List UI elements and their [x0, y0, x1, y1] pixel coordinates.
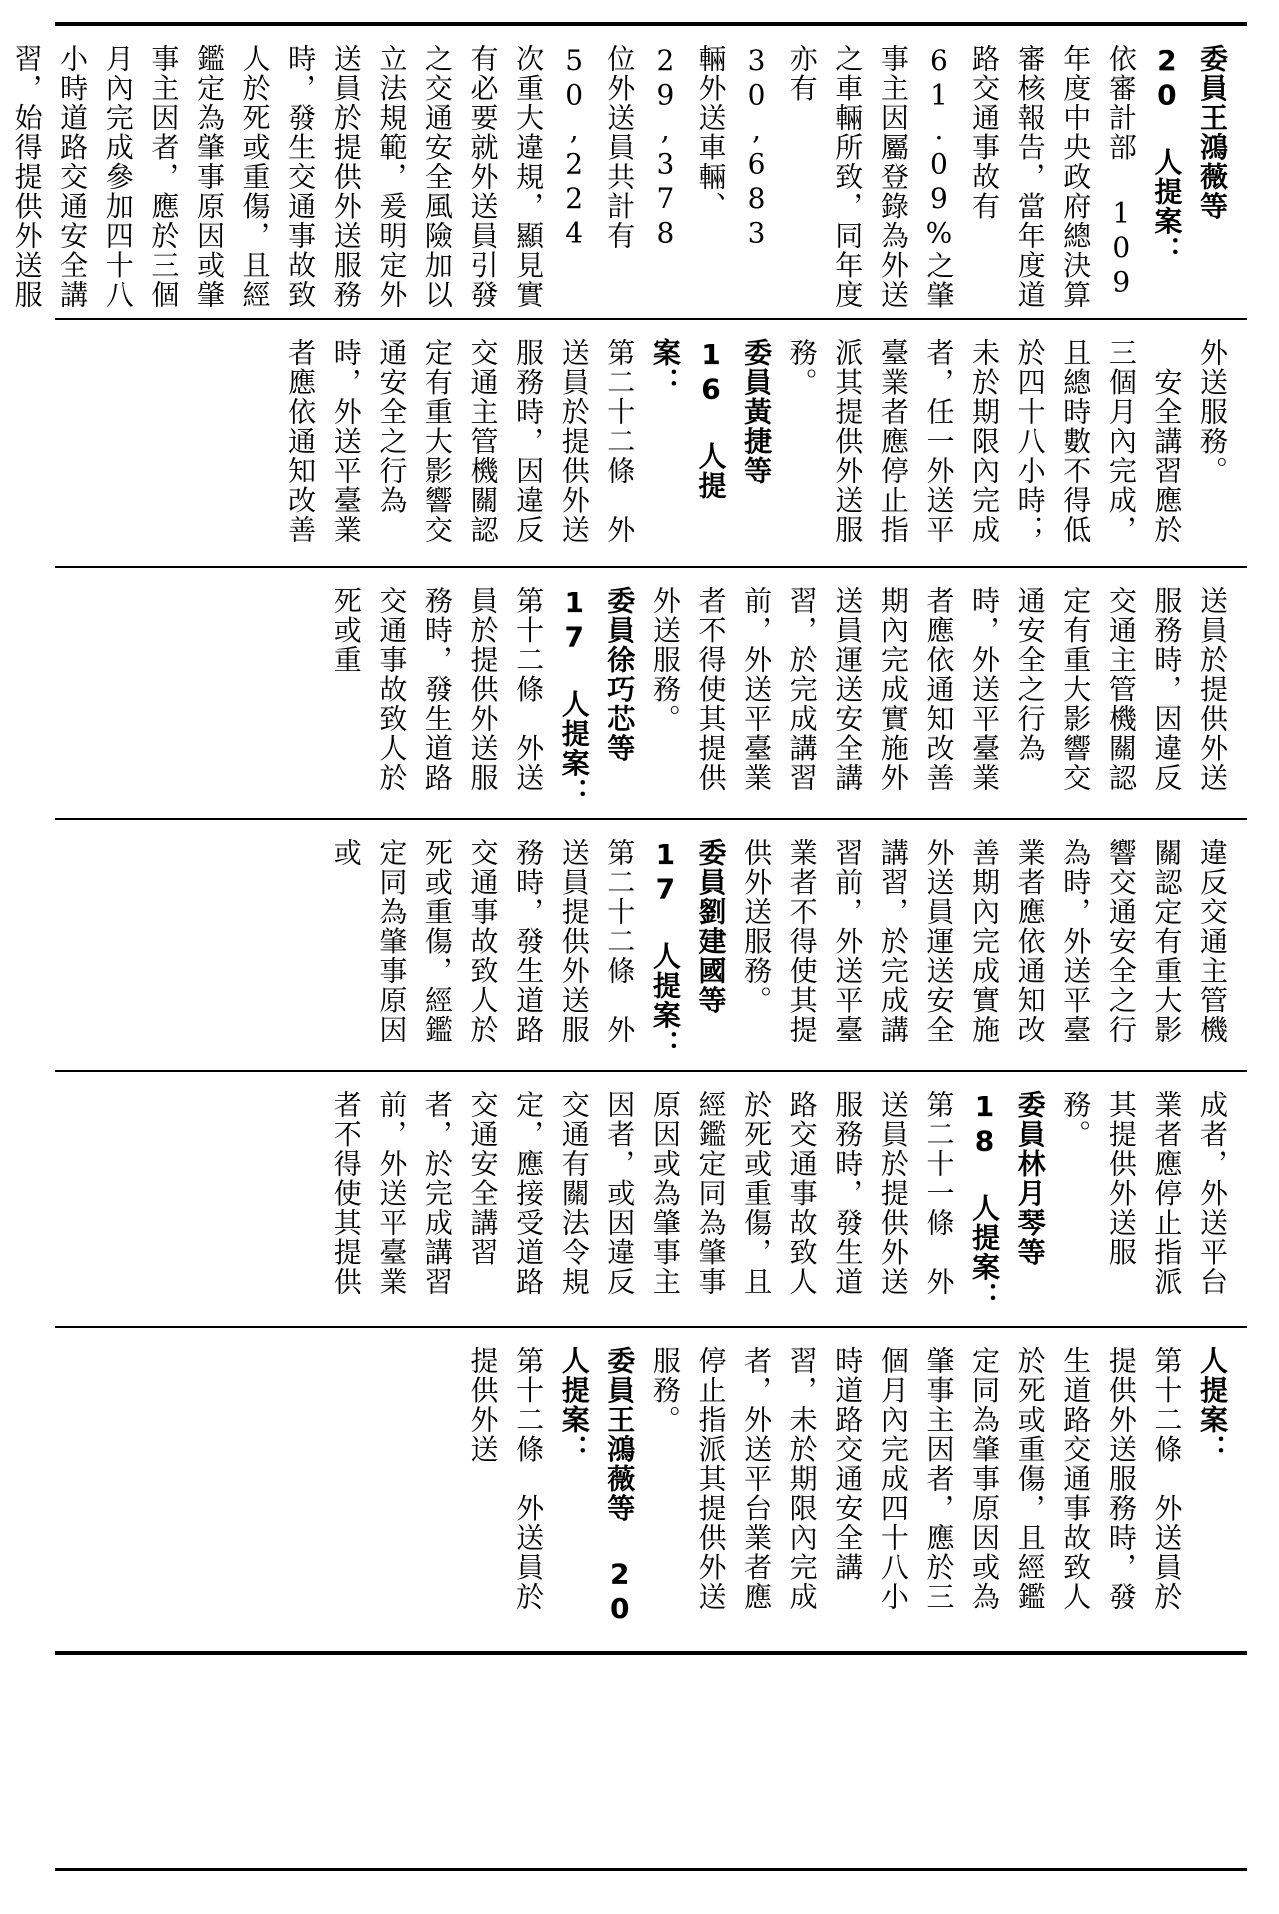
proposer-heading: 人提案：: [1196, 1346, 1229, 1464]
provision-text: 第二十二條 外送員於提供外送服務時，因違反交通主管機關認定有重大影響交通安全之行為時，外送平臺業者應依通知改善: [284, 338, 637, 545]
provision-text: 依審計部 109 年度中央政府總決算審核報告，當年度道路交通事故有 61.09%之肇事主因屬登錄為外送之車輛所致，同年度亦有 30,683 輛外送車輛、29,378 位外送員共計有 50,224 次重大違規，顯見實有必要就外送員引發之交通安全風險加以立法規範，爰明定外送員於提供外送服務時，發生交通事故致人於死或重傷，且經鑑定為肇事原因或肇事主因者，應於三個月內完成參加四十八小時道路交通安全講習，始得提供外送服: [10, 44, 1138, 310]
cell-3: [55, 568, 1247, 818]
cell-text: [67, 1090, 1235, 1318]
cell-text: [67, 586, 1235, 810]
provision-text: 違反交通主管機關認定有重大影響交通安全之行為時，外送平臺業者應依通知改善期內完成實施外送員運送安全講習，於完成講習前，外送平臺業者不得使其提供外送服務。: [740, 838, 1229, 1045]
provision-text: 第十二條 外送員於提供外送服務時，發生道路交通事故致人於死或重: [329, 586, 546, 793]
bottom-rule: [55, 1651, 1247, 1655]
provision-text: 安全講習應於三個月內完成，且總時數不得低於四十八小時；未於期限內完成者，任一外送平臺業者應停止指派其提供外送服務。: [785, 338, 1184, 545]
provision-text: 第二十二條 外送員提供外送服務時，發生道路交通事故致人於死或重傷，經鑑定同為肇事原因或: [329, 838, 637, 1045]
provision-text: 送員於提供外送服務時，因違反交通主管機關認定有重大影響交通安全之行為時，外送平臺業者應依通知改善期內完成實施外送員運送安全講習，於完成講習前，外送平臺業者不得使其提供外送服務。: [648, 586, 1229, 793]
proposer-heading: 委員劉建國等 17 人提案：: [648, 838, 728, 1060]
provision-text: 成者，外送平台業者應停止指派其提供外送服務。: [1059, 1090, 1229, 1297]
cell-text: [67, 338, 1235, 558]
cell-2: [55, 320, 1247, 566]
proposer-heading: 委員徐巧芯等 17 人提案：: [557, 586, 637, 808]
cell-4: [55, 820, 1247, 1070]
provision-text: 外送服務。: [1196, 338, 1229, 486]
cell-text: [67, 838, 1235, 1062]
cell-1: [10, 26, 1247, 318]
cell-text: [10, 44, 1235, 310]
proposer-heading: 委員王鴻薇等 20 人提案：: [1150, 44, 1229, 266]
cell-text: [67, 1346, 1235, 1640]
provision-text: 第十二條 外送員於提供外送: [466, 1346, 546, 1612]
provision-text: 第二十一條 外送員於提供外送服務時，發生道路交通事故致人於死或重傷，且經鑑定同為肇事原因或為肇事主因者，或因違反交通有關法令規定，應接受道路交通安全講習者，於完成講習前，外送平臺業者不得使其提供: [329, 1090, 956, 1297]
page-footer-rule: [55, 1868, 1247, 1871]
provision-text: 第十二條 外送員於提供外送服務時，發生道路交通事故致人於死或重傷，且經鑑定同為肇事原因或為肇事主因者，應於三個月內完成四十八小時道路交通安全講習，未於期限內完成者，外送平台業者應停止指派其提供外送服務。: [648, 1346, 1184, 1612]
cell-6: [55, 1328, 1247, 1648]
proposer-heading: 委員林月琴等 18 人提案：: [968, 1090, 1047, 1312]
proposer-heading: 委員王鴻薇等 20 人提案：: [557, 1346, 637, 1627]
cell-5: [55, 1072, 1247, 1326]
proposer-heading: 委員黃捷等 16 人提案：: [648, 338, 774, 501]
